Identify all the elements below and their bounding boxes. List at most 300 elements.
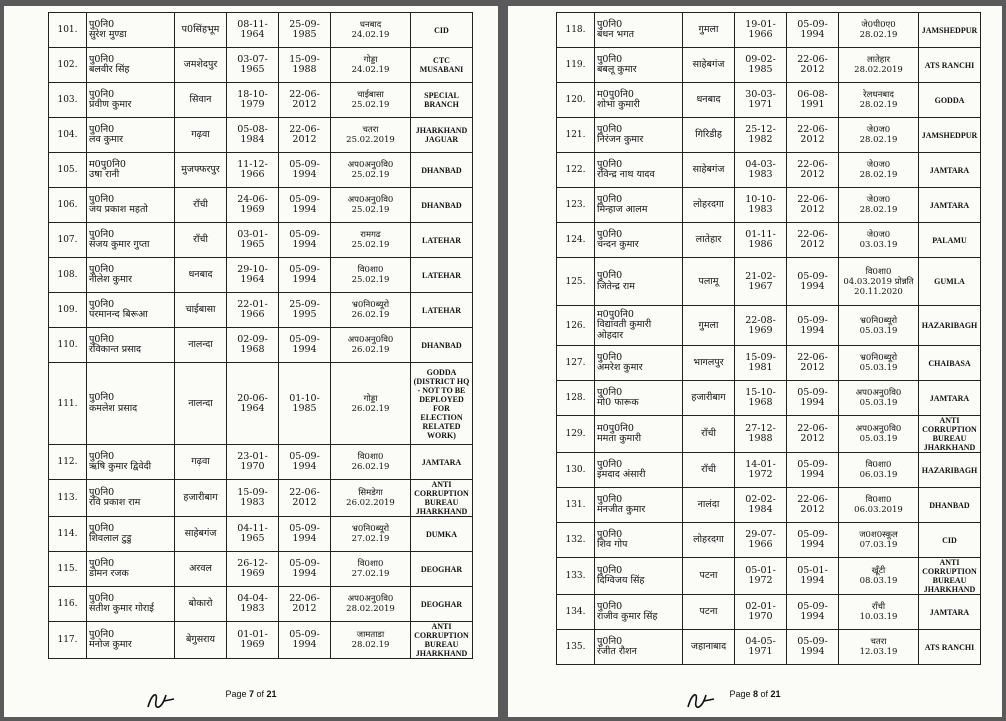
posted-at: चतरा [870, 637, 887, 647]
new-posting: GUMLA [919, 258, 981, 306]
date-of-birth: 24-06-1969 [227, 188, 279, 223]
table-row [49, 363, 473, 445]
date-of-joining: 05-09-1994 [787, 595, 839, 630]
new-posting: JAMTARA [919, 381, 981, 416]
date-of-birth: 15-09-1981 [735, 346, 787, 381]
officer-rank: पु0नि0 [597, 635, 623, 647]
posting-date: 28.02.19 [351, 640, 390, 650]
present-posting [839, 346, 919, 381]
date-of-joining: 22-06-2012 [787, 346, 839, 381]
date-of-birth: 05-01-1972 [735, 558, 787, 595]
serial-number: 109. [49, 293, 87, 328]
officer-name [595, 153, 683, 188]
officer-name [87, 153, 175, 188]
posting-date: 26.02.19 [351, 345, 390, 355]
posted-at: जे0ज0 [866, 195, 891, 205]
officer-full-name: नीलेश कुमार [89, 274, 132, 285]
date-of-joining: 05-09-1994 [279, 552, 331, 587]
date-of-joining: 22-06-2012 [787, 118, 839, 153]
date-of-birth: 20-06-1964 [227, 363, 279, 445]
officer-rank: म0पु0नि0 [89, 158, 126, 170]
officer-rank: पु0नि0 [89, 53, 115, 65]
home-district: राँची [175, 223, 227, 258]
present-posting [331, 445, 411, 480]
serial-number: 134. [557, 595, 595, 630]
posted-at: अप0अनु0वि0 [347, 195, 394, 205]
home-district: राँची [175, 188, 227, 223]
posting-date: 12.03.19 [859, 647, 898, 657]
new-posting: JAMTARA [919, 188, 981, 223]
officer-rank: पु0नि0 [597, 493, 623, 505]
serial-number: 104. [49, 118, 87, 153]
date-of-joining: 05-09-1994 [787, 630, 839, 665]
new-posting: ANTI CORRUPTION BUREAU JHARKHAND [411, 480, 473, 517]
officer-full-name: मनोज कुमार [89, 639, 132, 650]
officer-rank: पु0नि0 [89, 450, 115, 462]
date-of-joining: 05-09-1994 [787, 523, 839, 558]
officer-full-name: परमानन्द बिरूआ [89, 309, 148, 320]
date-of-joining: 22-06-2012 [279, 83, 331, 118]
date-of-joining: 05-09-1994 [787, 258, 839, 306]
home-district: धनबाद [683, 83, 735, 118]
posting-date: 06.03.19 [859, 470, 898, 480]
serial-number: 118. [557, 13, 595, 48]
officer-name [595, 558, 683, 595]
officer-name [87, 517, 175, 552]
home-district: पटना [683, 595, 735, 630]
serial-number: 113. [49, 480, 87, 517]
posting-date: 28.02.19 [859, 30, 898, 40]
posting-date: 28.02.19 [859, 205, 898, 215]
serial-number: 119. [557, 48, 595, 83]
date-of-birth: 04-03-1983 [735, 153, 787, 188]
posted-at: चतरा [362, 125, 379, 135]
serial-number: 107. [49, 223, 87, 258]
present-posting [839, 118, 919, 153]
home-district: राँची [683, 416, 735, 453]
new-posting: LATEHAR [411, 258, 473, 293]
table-row [49, 223, 473, 258]
present-posting [331, 83, 411, 118]
officer-rank: म0पु0नि0 [597, 308, 634, 320]
officer-full-name: बलवीर सिंह [89, 64, 130, 75]
officer-name [595, 188, 683, 223]
officer-name [595, 453, 683, 488]
table-row [49, 552, 473, 587]
date-of-joining: 22-06-2012 [787, 188, 839, 223]
posted-at: भ्र0नि0ब्यूरो [351, 524, 390, 534]
table-row [49, 83, 473, 118]
officer-rank: पु0नि0 [597, 158, 623, 170]
table-row [557, 346, 981, 381]
posted-at: अप0अनु0वि0 [347, 335, 394, 345]
posting-date: 05.03.19 [859, 325, 898, 336]
date-of-birth: 23-01-1970 [227, 445, 279, 480]
home-district: मुजफ्फरपुर [175, 153, 227, 188]
present-posting [839, 306, 919, 346]
home-district: पलामू [683, 258, 735, 306]
officer-rank: पु0नि0 [597, 193, 623, 205]
home-district: साहेबगंज [175, 517, 227, 552]
officer-rank: म0पु0नि0 [597, 88, 634, 100]
date-of-birth: 22-01-1966 [227, 293, 279, 328]
posted-at: जामताडा [356, 630, 385, 640]
date-of-joining: 05-09-1994 [279, 328, 331, 363]
posting-date: 08.03.19 [859, 576, 898, 586]
officer-full-name: रवि प्रकाश राम [89, 497, 141, 508]
posting-date: 25.02.19 [351, 170, 390, 180]
posted-at: जे0ज0 [866, 230, 891, 240]
date-of-birth: 01-11-1986 [735, 223, 787, 258]
posting-date: 27.02.19 [351, 569, 390, 579]
date-of-joining: 01-10-1985 [279, 363, 331, 445]
officer-rank: पु0नि0 [597, 53, 623, 65]
present-posting [839, 523, 919, 558]
officer-rank: पु0नि0 [597, 564, 623, 576]
date-of-birth: 11-12-1966 [227, 153, 279, 188]
home-district: भागलपुर [683, 346, 735, 381]
date-of-joining: 22-06-2012 [279, 587, 331, 622]
date-of-birth: 15-09-1983 [227, 480, 279, 517]
date-of-birth: 05-08-1984 [227, 118, 279, 153]
officer-name [87, 48, 175, 83]
date-of-birth: 19-01-1966 [735, 13, 787, 48]
posted-at: ज0श0स्कूल [859, 530, 898, 540]
date-of-birth: 04-11-1965 [227, 517, 279, 552]
date-of-joining: 22-06-2012 [787, 153, 839, 188]
page-footer: Page 8 of 21 [729, 689, 781, 699]
posted-at: अप0अनु0वि0 [347, 160, 394, 170]
present-posting [331, 258, 411, 293]
home-district: पटना [683, 558, 735, 595]
present-posting [331, 188, 411, 223]
present-posting [839, 630, 919, 665]
officer-rank: पु0नि0 [89, 263, 115, 275]
officer-name [595, 416, 683, 453]
officer-rank: पु0नि0 [89, 522, 115, 534]
serial-number: 103. [49, 83, 87, 118]
new-posting: DEOGHAR [411, 587, 473, 622]
posting-date: 26.02.19 [351, 403, 390, 414]
new-posting: DUMKA [411, 517, 473, 552]
date-of-joining: 25-09-1985 [279, 13, 331, 48]
document-page-left [4, 6, 498, 717]
new-posting: JAMTARA [411, 445, 473, 480]
date-of-joining: 22-06-2012 [787, 223, 839, 258]
officer-rank: पु0नि0 [89, 228, 115, 240]
officer-rank: पु0नि0 [597, 458, 623, 470]
serial-number: 101. [49, 13, 87, 48]
home-district: अरवल [175, 552, 227, 587]
date-of-joining: 05-09-1994 [279, 153, 331, 188]
serial-number: 122. [557, 153, 595, 188]
home-district: लोहरदगा [683, 523, 735, 558]
present-posting [331, 587, 411, 622]
table-row [49, 293, 473, 328]
officer-full-name: दिग्विजय सिंह [597, 575, 645, 586]
present-posting [331, 48, 411, 83]
home-district: गुमला [683, 306, 735, 346]
date-of-birth: 01-01-1969 [227, 622, 279, 659]
table-row [557, 453, 981, 488]
new-posting: GODDA (DISTRICT HQ - NOT TO BE DEPLOYED FOR ELECTION RELATED WORK) [411, 363, 473, 445]
posted-at: रेलधनबाद [863, 90, 894, 100]
date-of-birth: 10-10-1983 [735, 188, 787, 223]
table-row [557, 558, 981, 595]
new-posting: DHANBAD [411, 328, 473, 363]
date-of-birth: 21-02-1967 [735, 258, 787, 306]
officer-full-name: रविन्द्र नाथ यादव [597, 169, 655, 180]
table-row [557, 630, 981, 665]
date-of-birth: 04-05-1971 [735, 630, 787, 665]
date-of-joining: 05-09-1994 [787, 306, 839, 346]
officer-full-name: शिव गोप [597, 539, 628, 550]
date-of-joining: 05-09-1994 [787, 381, 839, 416]
new-posting: ANTI CORRUPTION BUREAU JHARKHAND [411, 622, 473, 659]
officer-name [87, 587, 175, 622]
date-of-joining: 22-06-2012 [787, 416, 839, 453]
posting-date: 07.03.19 [859, 540, 898, 550]
present-posting [839, 595, 919, 630]
officer-name [87, 363, 175, 445]
table-row [49, 13, 473, 48]
date-of-birth: 30-03-1971 [735, 83, 787, 118]
officer-name [595, 523, 683, 558]
officer-rank: पु0नि0 [597, 528, 623, 540]
officer-name [595, 258, 683, 306]
home-district: धनबाद [175, 258, 227, 293]
new-posting: LATEHAR [411, 293, 473, 328]
posting-date: 24.02.19 [351, 30, 390, 40]
officer-full-name: कमलेश प्रसाद [89, 402, 138, 414]
home-district: राँची [683, 453, 735, 488]
date-of-birth: 18-10-1979 [227, 83, 279, 118]
posted-at: अप0अनु0वि0 [347, 594, 394, 604]
posting-date: 03.03.19 [859, 240, 898, 250]
serial-number: 110. [49, 328, 87, 363]
officer-name [87, 13, 175, 48]
home-district: हजारीबाग [175, 480, 227, 517]
posted-at: धनबाद [359, 20, 382, 30]
present-posting [839, 223, 919, 258]
date-of-joining: 05-09-1994 [279, 188, 331, 223]
date-of-joining: 05-09-1994 [279, 223, 331, 258]
posting-date: 05.03.19 [859, 363, 898, 373]
serial-number: 111. [49, 363, 87, 445]
officer-name [595, 223, 683, 258]
home-district: जहानाबाद [683, 630, 735, 665]
table-row [49, 153, 473, 188]
officer-full-name: इमदाद अंसारी [597, 469, 646, 480]
new-posting: GODDA [919, 83, 981, 118]
table-row [557, 13, 981, 48]
present-posting [331, 328, 411, 363]
date-of-birth: 25-12-1982 [735, 118, 787, 153]
home-district: लातेहार [683, 223, 735, 258]
officer-name [87, 258, 175, 293]
date-of-joining: 05-09-1994 [787, 13, 839, 48]
date-of-joining: 06-08-1991 [787, 83, 839, 118]
table-row [557, 306, 981, 346]
officer-full-name: अमरेश कुमार [597, 362, 643, 373]
home-district: साहेबगंज [683, 153, 735, 188]
home-district: गिरिडीह [683, 118, 735, 153]
date-of-birth: 03-01-1965 [227, 223, 279, 258]
table-row [49, 118, 473, 153]
serial-number: 121. [557, 118, 595, 153]
date-of-joining: 05-01-1994 [787, 558, 839, 595]
posting-date: 25.02.19 [351, 275, 390, 285]
posted-at: वि0शा0 [865, 266, 892, 277]
officer-rank: पु0नि0 [597, 351, 623, 363]
serial-number: 115. [49, 552, 87, 587]
serial-number: 102. [49, 48, 87, 83]
serial-number: 123. [557, 188, 595, 223]
officer-name [595, 630, 683, 665]
present-posting [839, 558, 919, 595]
present-posting [331, 517, 411, 552]
home-district: हजारीबाग [683, 381, 735, 416]
present-posting [331, 552, 411, 587]
posted-at: चाईबासा [357, 90, 384, 100]
serial-number: 114. [49, 517, 87, 552]
officer-name [87, 328, 175, 363]
new-posting: CTC MUSABANI [411, 48, 473, 83]
serial-number: 112. [49, 445, 87, 480]
serial-number: 124. [557, 223, 595, 258]
table-row [49, 587, 473, 622]
officer-name [595, 83, 683, 118]
date-of-joining: 22-06-2012 [279, 118, 331, 153]
date-of-birth: 08-11-1964 [227, 13, 279, 48]
officer-name [595, 306, 683, 346]
posted-at: भ्र0नि0ब्यूरो [859, 315, 898, 326]
serial-number: 126. [557, 306, 595, 346]
posted-at: वि0शा0 [865, 460, 892, 470]
officer-rank: पु0नि0 [597, 600, 623, 612]
date-of-birth: 27-12-1988 [735, 416, 787, 453]
posted-at: राँची [871, 602, 886, 612]
officer-full-name: शोभा कुमारी [597, 99, 640, 110]
table-row [557, 153, 981, 188]
officer-table [556, 12, 981, 665]
officer-full-name: सुरेश मुण्डा [89, 29, 127, 40]
officer-full-name: बंधन भगत [597, 29, 635, 40]
date-of-joining: 05-09-1994 [279, 517, 331, 552]
officer-full-name: विद्यावती कुमारी ओहदार [597, 319, 652, 341]
table-row [49, 517, 473, 552]
posting-date: 28.02.19 [859, 100, 898, 110]
officer-name [87, 445, 175, 480]
posting-date: 26.02.2019 [346, 498, 395, 508]
table-row [49, 622, 473, 659]
posted-at: वि0शा0 [357, 265, 384, 275]
serial-number: 120. [557, 83, 595, 118]
officer-table [48, 12, 473, 659]
date-of-joining: 15-09-1988 [279, 48, 331, 83]
officer-full-name: शिवलाल टुडु [89, 533, 132, 544]
posting-date: 25.02.19 [351, 205, 390, 215]
new-posting: JAMSHEDPUR [919, 13, 981, 48]
officer-full-name: मो0 फारूक [597, 397, 639, 408]
officer-rank: पु0नि0 [89, 88, 115, 100]
table-row [557, 381, 981, 416]
posting-date: 25.02.19 [351, 240, 390, 250]
present-posting [331, 13, 411, 48]
date-of-joining: 05-09-1994 [279, 445, 331, 480]
table-row [557, 48, 981, 83]
new-posting: PALAMU [919, 223, 981, 258]
date-of-birth: 14-01-1972 [735, 453, 787, 488]
table-row [557, 118, 981, 153]
serial-number: 130. [557, 453, 595, 488]
officer-full-name: निरंजन कुमार [597, 134, 644, 145]
table-row [49, 445, 473, 480]
home-district: नालन्दा [175, 363, 227, 445]
posted-at: अप0अनु0वि0 [855, 424, 902, 434]
new-posting: ANTI CORRUPTION BUREAU JHARKHAND [919, 558, 981, 595]
page-footer: Page 7 of 21 [225, 689, 277, 699]
officer-full-name: बबलू कुमार [597, 64, 637, 75]
table-row [49, 188, 473, 223]
officer-rank: पु0नि0 [597, 228, 623, 240]
date-of-birth: 02-01-1970 [735, 595, 787, 630]
present-posting [839, 153, 919, 188]
date-of-birth: 02-09-1968 [227, 328, 279, 363]
home-district: बेगुसराय [175, 622, 227, 659]
posting-date: 28.02.19 [859, 135, 898, 145]
date-of-joining: 25-09-1995 [279, 293, 331, 328]
officer-full-name: जय प्रकाश महतो [89, 204, 148, 215]
officer-full-name: मनजीत कुमार [597, 504, 646, 515]
posting-date: 10.03.19 [859, 612, 898, 622]
serial-number: 129. [557, 416, 595, 453]
new-posting: HAZARIBAGH [919, 306, 981, 346]
officer-rank: पु0नि0 [89, 18, 115, 30]
serial-number: 116. [49, 587, 87, 622]
serial-number: 132. [557, 523, 595, 558]
home-district: गढ़वा [175, 445, 227, 480]
table-row [557, 223, 981, 258]
serial-number: 131. [557, 488, 595, 523]
table-row [557, 595, 981, 630]
table-row [557, 83, 981, 118]
posted-at: भ्र0नि0ब्यूरो [859, 353, 898, 363]
posted-at: गोड्डा [363, 393, 378, 404]
present-posting [839, 83, 919, 118]
posting-date: 28.02.2019 [346, 604, 395, 614]
date-of-joining: 22-06-2012 [787, 488, 839, 523]
table-row [49, 258, 473, 293]
new-posting: SPECIAL BRANCH [411, 83, 473, 118]
posting-date: 25.02.19 [351, 100, 390, 110]
present-posting [331, 480, 411, 517]
date-of-joining: 22-06-2012 [279, 480, 331, 517]
officer-name [87, 83, 175, 118]
officer-full-name: चन्दन कुमार [597, 239, 639, 250]
posted-at: सिमडेगा [358, 488, 383, 498]
officer-full-name: ममता कुमारी [597, 433, 642, 444]
home-district: सिवान [175, 83, 227, 118]
date-of-joining: 05-09-1994 [279, 622, 331, 659]
posted-at: खूँटी [871, 566, 886, 576]
date-of-birth: 26-12-1969 [227, 552, 279, 587]
table-row [557, 258, 981, 306]
posted-at: लातेहार [866, 55, 890, 65]
posted-at: रामगढ [360, 230, 381, 240]
officer-rank: पु0नि0 [89, 592, 115, 604]
table-row [557, 188, 981, 223]
